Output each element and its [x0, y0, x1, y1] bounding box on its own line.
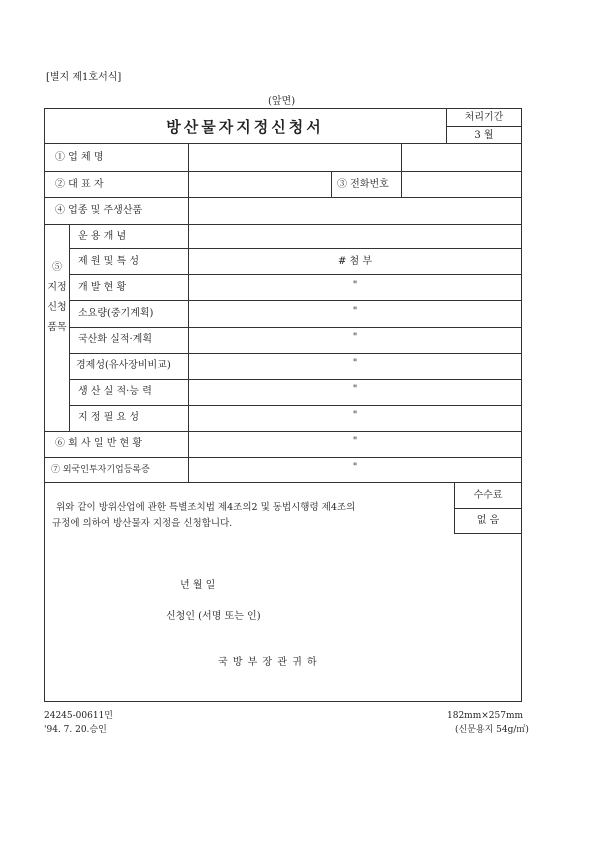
paper-type: (신문용지 54g/㎡) [455, 725, 529, 735]
representative-label: ② 대 표 자 [55, 179, 104, 190]
company-status-label: ⑥ 회 사 일 반 현 황 [55, 438, 143, 449]
item-value: " [352, 384, 358, 395]
processing-period-label: 처리기간 [464, 112, 504, 123]
item-label: 개 발 현 황 [78, 282, 127, 293]
item-value: " [352, 410, 358, 421]
approval-date: '94. 7. 20.승인 [44, 725, 107, 735]
front-label: (앞면) [268, 96, 296, 107]
phone-label: ③ 전화번호 [337, 179, 389, 190]
item-label: 생 산 실 적·능 력 [78, 386, 152, 397]
statement-line-2: 규정에 의하여 방산물자 지정을 신청합니다. [52, 518, 233, 529]
form-title: 방산물자지정신청서 [166, 118, 324, 136]
company-name-label: ① 업 체 명 [55, 152, 104, 163]
item-value: " [352, 280, 358, 291]
item-label: 지 정 필 요 성 [78, 412, 140, 423]
form-code: 24245-00611민 [44, 711, 113, 721]
date-line: 년 월 일 [180, 580, 216, 591]
industry-label: ④ 업종 및 주생산품 [55, 205, 143, 216]
item-value: " [352, 358, 358, 369]
item-value: " [352, 332, 358, 343]
fee-value: 없 음 [476, 515, 500, 526]
fee-label: 수수료 [473, 490, 503, 501]
item-label: 경제성(유사장비비교) [76, 360, 171, 371]
item-value: " [352, 306, 358, 317]
designation-items-label: ⑤ 지정신청품목 [47, 262, 67, 333]
form-label: [별지 제1호서식] [46, 72, 122, 83]
applicant-line: 신청인 (서명 또는 인) [166, 611, 261, 622]
statement-line-1: 위와 같이 방위산업에 관한 특별조치법 제4조의2 및 동법시행령 제4조의 [56, 502, 356, 513]
item-label: 소요량(중기계획) [78, 308, 154, 319]
item-label: 제 원 및 특 성 [78, 256, 140, 267]
item-value: # 첨 부 [337, 256, 373, 267]
item-label: 운 용 개 념 [78, 231, 127, 242]
paper-size: 182mm×257mm [447, 711, 524, 721]
recipient-line: 국 방 부 장 관 귀 하 [218, 657, 318, 668]
foreign-investment-value: " [352, 462, 358, 473]
company-status-value: " [352, 436, 358, 447]
processing-period-value: 3 월 [474, 130, 494, 141]
foreign-investment-label: ⑦ 외국인투자기업등록증 [51, 465, 150, 475]
item-label: 국산화 실적·계획 [78, 334, 152, 345]
